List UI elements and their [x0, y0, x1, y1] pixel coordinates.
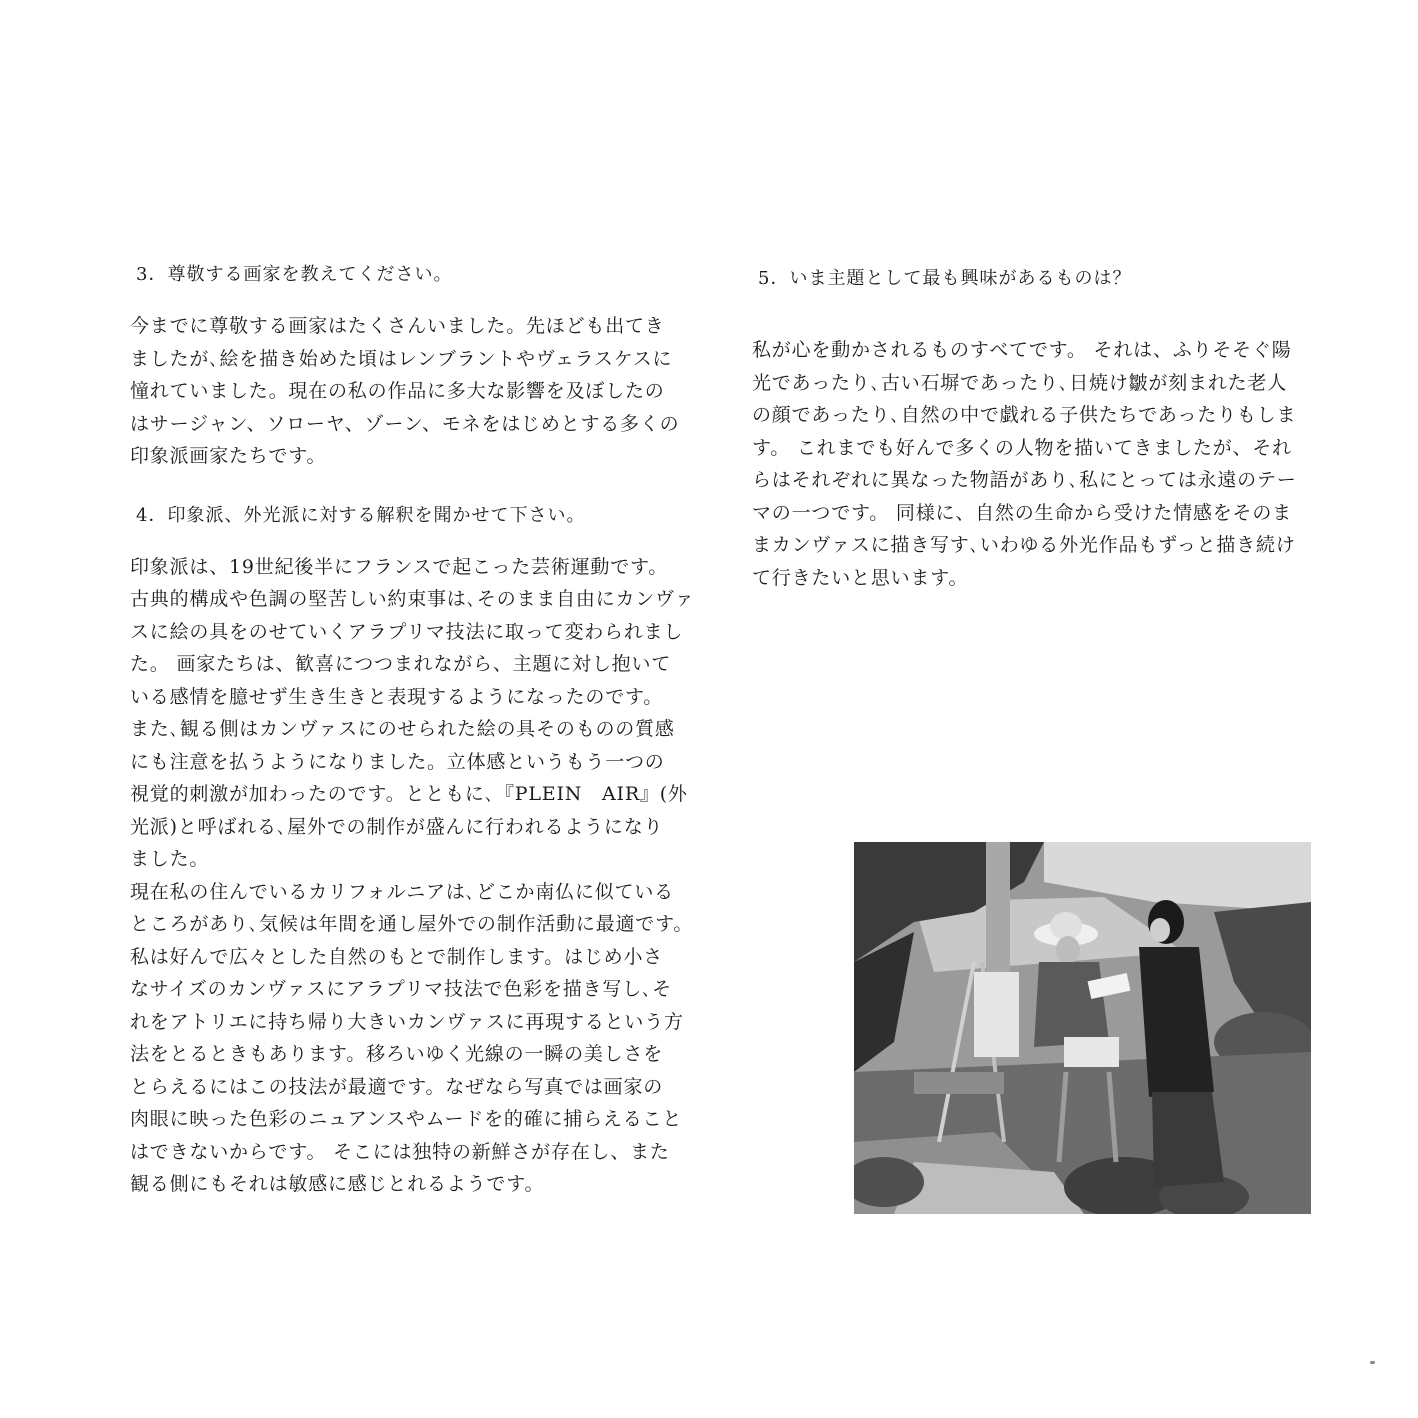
- section4-line: 印象派は、19世紀後半にフランスで起こった芸術運動です。: [130, 555, 669, 578]
- section4-line: いる感情を臆せず生き生きと表現するようになったのです。: [130, 685, 664, 708]
- section5-line: 光であったり､古い石塀であったり､日焼け皺が刻まれた老人: [752, 371, 1288, 394]
- section5-line: 私が心を動かされるものすべてです。 それは、ふりそそぐ陽: [752, 339, 1292, 361]
- section4-line: 古典的構成や色調の堅苦しい約束事は､そのまま自由にカンヴァ: [130, 588, 695, 610]
- section3-body: [130, 310, 696, 473]
- photo-scene: [854, 842, 1311, 1214]
- spacer: [130, 288, 696, 310]
- section3-heading: 3．尊敬する画家を教えてください。: [136, 264, 453, 285]
- section3-line: ましたが､絵を描き始めた頃はレンブラントやヴェラスケスに: [130, 347, 673, 370]
- section4-line: 肉眼に映った色彩のニュアンスやムードを的確に捕らえること: [130, 1108, 683, 1130]
- section5-line: まカンヴァスに描き写す､いわゆる外光作品もずっと描き続け: [752, 534, 1296, 556]
- section4-line: また､観る側はカンヴァスにのせられた絵の具そのものの質感: [130, 718, 675, 740]
- section5-line: す。 これまでも好んで多くの人物を描いてきましたが、それ: [752, 436, 1292, 459]
- section4-line: にも注意を払うようになりました。立体感というもう一つの: [130, 750, 665, 773]
- section4-line: はできないからです。 そこには独特の新鮮さが存在し、また: [130, 1140, 670, 1163]
- right-column: [752, 266, 1318, 594]
- section4-line: ところがあり､気候は年間を通し屋外での制作活動に最適です。: [130, 913, 694, 935]
- photo-painter-interview: [854, 842, 1311, 1214]
- section4-line: なサイズのカンヴァスにアラプリマ技法で色彩を描き写し､そ: [130, 978, 673, 1000]
- section4-line: 現在私の住んでいるカリフォルニアは､どこか南仏に似ている: [130, 880, 674, 903]
- left-column: [130, 262, 696, 1201]
- section5-line: て行きたいと思います。: [752, 566, 969, 589]
- section5-line: の顔であったり､自然の中で戯れる子供たちであったりもしま: [752, 404, 1297, 426]
- section4-body: [130, 551, 696, 1201]
- section5-line: らはそれぞれに異なった物語があり､私にとっては永遠のテー: [752, 469, 1297, 491]
- section4-heading: 4．印象派、外光派に対する解釈を聞かせて下さい。: [136, 504, 586, 526]
- section4-line: れをアトリエに持ち帰り大きいカンヴァスに再現するという方: [130, 1010, 684, 1033]
- section4-line: とらえるにはこの技法が最適です。なぜなら写真では画家の: [130, 1075, 664, 1098]
- section4-line: 光派)と呼ばれる､屋外での制作が盛んに行われるようになり: [130, 815, 664, 838]
- spacer: [130, 529, 696, 551]
- section5-line: マの一つです。 同様に、自然の生命から受けた情感をそのま: [752, 501, 1292, 524]
- section5-body: [752, 334, 1318, 594]
- section4-line: 法をとるときもあります。移ろいゆく光線の一瞬の美しさを: [130, 1043, 664, 1065]
- section5-heading: 5．いま主題として最も興味があるものは？: [758, 268, 1132, 289]
- section3-line: 今までに尊敬する画家はたくさんいました。先ほども出てき: [130, 315, 665, 337]
- section4-line: た。 画家たちは、歓喜につつまれながら、主題に対し抱いて: [130, 653, 672, 675]
- section4-line: ました。: [130, 848, 210, 870]
- section3-line: 印象派画家たちです。: [130, 445, 327, 467]
- section3-line: 憧れていました。現在の私の作品に多大な影響を及ぼしたの: [130, 380, 665, 402]
- spacer: [752, 292, 1318, 334]
- section3-line: はサージャン、ソローヤ、ゾーン、モネをはじめとする多くの: [130, 412, 680, 435]
- section4-line: 観る側にもそれは敏感に感じとれるようです。: [130, 1173, 545, 1195]
- section4-line: スに絵の具をのせていくアラプリマ技法に取って変わられまし: [130, 620, 684, 643]
- section4-line: 私は好んで広々とした自然のもとで制作します。はじめ小さ: [130, 945, 664, 968]
- scan-speck: [1370, 1361, 1375, 1364]
- section4-line: 視覚的刺激が加わったのです。とともに､『PLEIN AIR』(外: [130, 783, 688, 805]
- spacer: [130, 473, 696, 503]
